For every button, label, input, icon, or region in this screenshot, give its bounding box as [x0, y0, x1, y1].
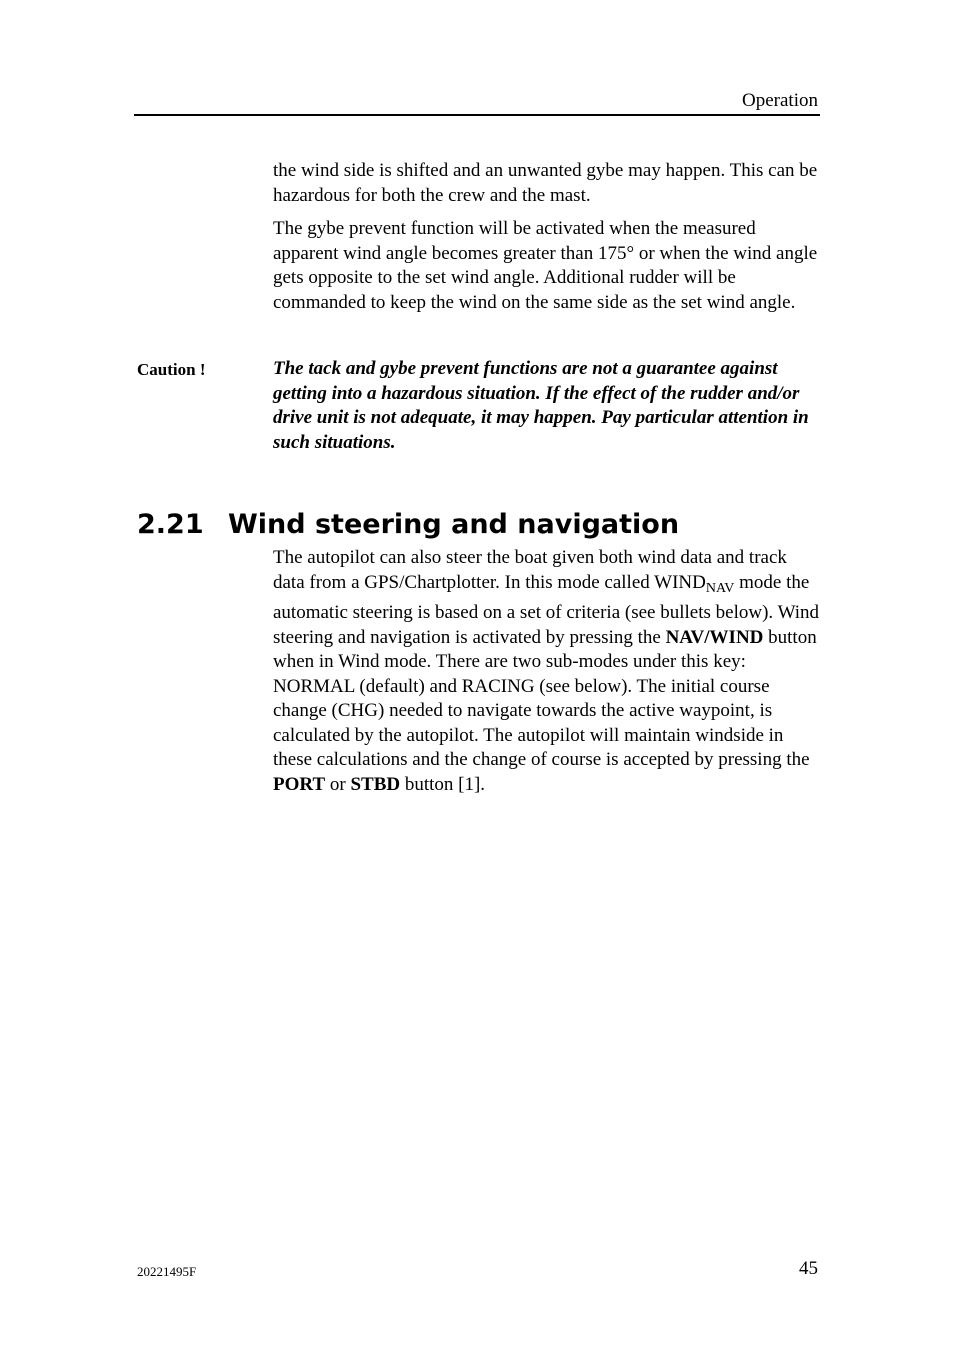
section-number: 2.21 [137, 509, 204, 540]
text-run: button [1]. [400, 773, 486, 795]
text-run: The autopilot can also steer the boat given both wind data and track data from a GPS/Chartplotter. In this mode called WIND [273, 547, 787, 593]
paragraph-wind-nav [273, 546, 821, 797]
key-nav-wind: NAV/WIND [665, 626, 764, 648]
text-run: or [325, 773, 351, 795]
caution-label: Caution ! [137, 360, 206, 379]
section-title: Wind steering and navigation [228, 509, 680, 540]
text-run: button when in Wind mode. There are two sub-modes under this key: NORMAL (default) and RACING (see below). The initial course change (CHG) needed to navigate towards the active waypoint, is calculated by the autopilot. The autopilot will maintain windside in these calculations and the change of course is accepted by pressing the [273, 626, 817, 770]
subscript-nav: NAV [705, 580, 735, 596]
key-port: PORT [273, 773, 326, 795]
document-number: 20221495F [137, 1264, 197, 1279]
section-heading [137, 508, 679, 542]
paragraph-gybe-intro: the wind side is shifted and an unwanted gybe may happen. This can be hazardous for both the crew and the mast. [273, 160, 818, 206]
key-stbd: STBD [350, 773, 401, 795]
page-number: 45 [799, 1258, 818, 1279]
header-rule [134, 114, 820, 116]
paragraph-gybe-prevent: The gybe prevent function will be activated when the measured apparent wind angle becomes greater than 175° or when the wind angle gets opposite to the set wind angle. Additional rudder will be commanded to keep the wind on the same side as the set wind angle. [273, 218, 818, 313]
running-header: Operation [742, 90, 818, 111]
text-run: mode the automatic steering is based on a set of criteria (see bullets below). Wind steering and navigation is activated by pressing the [273, 571, 820, 648]
caution-text: The tack and gybe prevent functions are not a guarantee against getting into a hazardous situation. If the effect of the rudder and/or drive unit is not adequate, it may happen. Pay particular attention in such situations. [273, 358, 809, 453]
